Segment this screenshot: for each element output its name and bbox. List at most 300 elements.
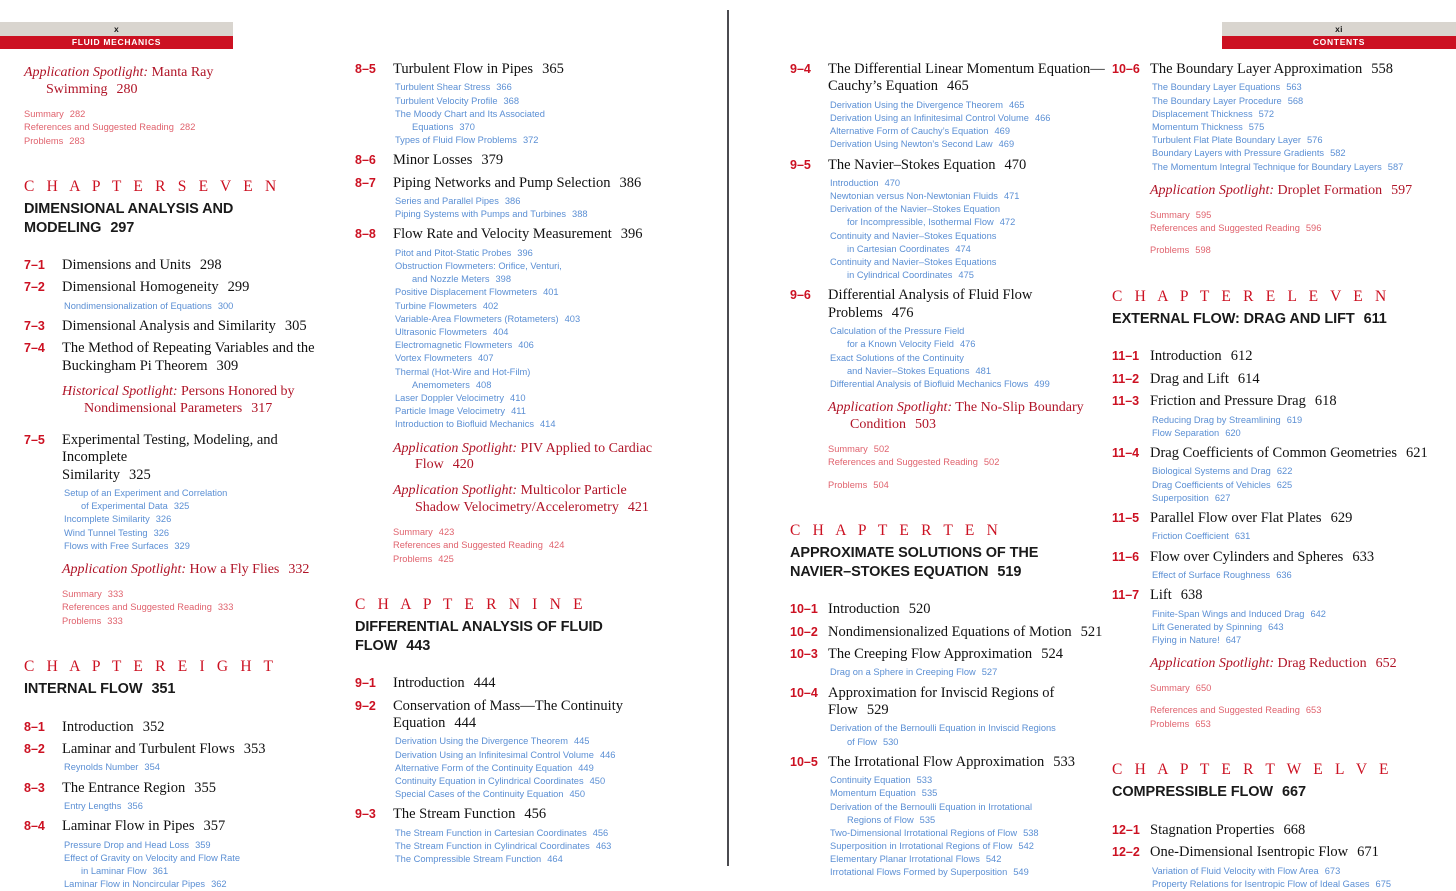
subsection-entry[interactable]: [395, 418, 677, 431]
subsection-entry[interactable]: [830, 840, 1112, 853]
backmatter-entry[interactable]: [24, 135, 344, 148]
backmatter-entry[interactable]: [1150, 718, 1442, 731]
subsection-entry[interactable]: [64, 761, 344, 774]
section-entry[interactable]: [790, 157, 1112, 283]
section-number: 9–6: [790, 288, 811, 303]
subsection-list: [393, 735, 677, 801]
chapter-10-continuation: [1112, 61, 1442, 258]
subsection-label: Laser Doppler Velocimetry: [395, 392, 505, 403]
page-number: 386: [504, 196, 521, 207]
section-number: 11–5: [1112, 510, 1140, 525]
page-number: 359: [195, 839, 211, 850]
spotlight-lead: Application Spotlight:: [393, 483, 518, 499]
backmatter-entry[interactable]: [24, 121, 344, 134]
page-number: 403: [564, 313, 581, 324]
subsection-label: Flows with Free Surfaces: [64, 540, 169, 551]
subsection-list: [1150, 465, 1442, 505]
page-number: 368: [503, 95, 520, 106]
page-number: 386: [619, 174, 642, 191]
section-title: Piping Networks and Pump Selection 386: [393, 174, 642, 191]
chapter-title[interactable]: APPROXIMATE SOLUTIONS OF THE NAVIER–STOKES EQUATION 519: [790, 545, 1039, 580]
subsection-entry[interactable]: [830, 866, 1112, 879]
section-entry[interactable]: [790, 685, 1112, 749]
spotlight-lead: Application Spotlight:: [24, 65, 149, 80]
subsection-label: Turbine Flowmeters: [395, 300, 477, 311]
page-number: 402: [482, 300, 499, 311]
subsection-entry[interactable]: [1152, 108, 1442, 121]
page-number: 643: [1268, 621, 1284, 632]
subsection-entry[interactable]: [64, 527, 344, 540]
page-number: 445: [573, 736, 590, 747]
section-title: Drag Coefficients of Common Geometries 621: [1150, 445, 1428, 461]
subsection-entry[interactable]: [395, 762, 677, 775]
subsection-entry[interactable]: [64, 513, 344, 526]
subsection-list: [62, 761, 344, 774]
page-number: 549: [1013, 867, 1029, 878]
section-entry[interactable]: [355, 226, 677, 566]
backmatter-list: [62, 588, 344, 628]
subsection-entry[interactable]: [830, 112, 1112, 125]
section-entry[interactable]: [24, 318, 344, 335]
chapter-block: [355, 596, 677, 866]
subsection-entry[interactable]: [395, 840, 677, 853]
section-number: 7–4: [24, 341, 45, 356]
spotlight-title-cont: Nondimensional Parameters 317: [84, 401, 273, 417]
section-entry[interactable]: [1112, 822, 1442, 839]
page-number: 421: [627, 499, 649, 515]
subsection-list: [62, 300, 344, 313]
subsection-entry[interactable]: [1152, 878, 1442, 891]
subsection-label: Vortex Flowmeters: [395, 353, 472, 364]
backmatter-label: References and Suggested Reading: [24, 122, 174, 133]
spotlight-title: Persons Honored by: [181, 384, 295, 400]
section-number: 10–6: [1112, 62, 1140, 76]
chapter-title[interactable]: INTERNAL FLOW 351: [24, 681, 176, 698]
subsection-list: [1150, 608, 1442, 648]
subsection-label: Derivation Using the Divergence Theorem: [395, 736, 568, 747]
subsection-entry[interactable]: [395, 313, 677, 326]
subsection-label: Flying in Nature!: [1152, 634, 1220, 645]
backmatter-entry[interactable]: [1150, 682, 1442, 695]
subsection-entry[interactable]: [1152, 465, 1442, 478]
section-title: The Entrance Region 355: [62, 779, 216, 796]
section-number: 11–1: [1112, 349, 1140, 364]
subsection-label: Piping Systems with Pumps and Turbines: [395, 209, 567, 220]
backmatter-label: Summary: [24, 108, 64, 119]
page-number: 521: [1080, 623, 1103, 640]
page-number: 326: [153, 527, 170, 538]
subsection-label: The Boundary Layer Procedure: [1152, 95, 1282, 106]
backmatter-entry[interactable]: [62, 601, 344, 614]
section-entry[interactable]: [355, 175, 677, 222]
spotlight-lead: Application Spotlight:: [393, 440, 518, 456]
backmatter-entry[interactable]: [828, 443, 1112, 456]
page-number: 398: [495, 274, 512, 285]
subsection-label-cont: of Experimental Data 325: [81, 501, 190, 512]
page-number: 351: [151, 681, 176, 698]
page-number: 474: [955, 243, 971, 254]
subsection-entry[interactable]: [395, 300, 677, 313]
section-entry[interactable]: [24, 257, 344, 274]
page-number: 424: [548, 540, 565, 551]
subsection-entry[interactable]: [1152, 492, 1442, 505]
subsection-entry[interactable]: [395, 247, 677, 260]
backmatter-entry[interactable]: [1150, 222, 1442, 235]
section-entry[interactable]: [790, 754, 1112, 880]
subsection-list: [393, 81, 677, 147]
section-entry[interactable]: [790, 61, 1112, 152]
subsection-entry[interactable]: [830, 203, 1112, 229]
section-entry[interactable]: [1112, 371, 1442, 388]
subsection-entry[interactable]: [64, 487, 344, 513]
subsection-label: Superposition in Irrotational Regions of Flow: [830, 841, 1013, 852]
subsection-entry[interactable]: [830, 125, 1112, 138]
subsection-entry[interactable]: [830, 774, 1112, 787]
subsection-label-cont: Regions of Flow 535: [847, 814, 936, 825]
section-number: 11–6: [1112, 549, 1140, 564]
section-title: Introduction 612: [1150, 348, 1253, 365]
subsection-entry[interactable]: [830, 378, 1112, 391]
subsection-entry[interactable]: [395, 749, 677, 762]
section-entry[interactable]: [1112, 393, 1442, 440]
page-number: 408: [475, 379, 492, 390]
spotlight-entry[interactable]: [393, 483, 677, 517]
backmatter-entry[interactable]: [828, 456, 1112, 469]
section-number: 8–5: [355, 62, 376, 76]
section-number: 9–2: [355, 698, 376, 713]
subsection-entry[interactable]: [395, 735, 677, 748]
chapter-block: [24, 658, 344, 891]
backmatter-label: References and Suggested Reading: [1150, 222, 1300, 233]
page-number: 411: [511, 406, 526, 417]
subsection-entry[interactable]: [395, 788, 677, 801]
subsection-entry[interactable]: [1152, 147, 1442, 160]
subsection-entry[interactable]: [830, 801, 1112, 827]
subsection-entry[interactable]: [830, 99, 1112, 112]
section-title: The Creeping Flow Approximation 524: [828, 646, 1063, 663]
section-entry[interactable]: [1112, 510, 1442, 544]
subsection-label-cont: for Incompressible, Isothermal Flow 472: [847, 217, 1016, 228]
page-number: 470: [1004, 156, 1027, 173]
page-number: 503: [915, 416, 937, 432]
subsection-label: Effect of Surface Roughness: [1152, 569, 1271, 580]
backmatter-label: Summary: [62, 588, 102, 599]
subsection-entry[interactable]: [64, 800, 344, 813]
subsection-entry[interactable]: [395, 134, 677, 147]
subsection-entry[interactable]: [1152, 608, 1442, 621]
subsection-entry[interactable]: [395, 405, 677, 418]
subsection-label: Continuity and Navier–Stokes Equations: [830, 257, 997, 268]
subsection-entry[interactable]: [395, 339, 677, 352]
backmatter-entry[interactable]: [393, 526, 677, 539]
subsection-entry[interactable]: [830, 256, 1112, 282]
section-title: Differential Analysis of Fluid Flow Problems 476: [828, 287, 1033, 321]
subsection-entry[interactable]: [1152, 865, 1442, 878]
backmatter-entry[interactable]: [62, 615, 344, 628]
page-number: 504: [873, 479, 889, 490]
subsection-entry[interactable]: [395, 827, 677, 840]
page-number: 329: [174, 540, 190, 551]
subsection-entry[interactable]: [830, 138, 1112, 151]
page-number: 283: [69, 135, 85, 146]
chapter-title[interactable]: COMPRESSIBLE FLOW 667: [1112, 784, 1306, 801]
section-number: 8–1: [24, 719, 45, 734]
section-entry[interactable]: [355, 675, 677, 692]
section-entry[interactable]: [790, 601, 1112, 618]
subsection-entry[interactable]: [830, 787, 1112, 800]
subsection-entry[interactable]: [395, 208, 677, 221]
subsection-entry[interactable]: [1152, 81, 1442, 94]
backmatter-entry[interactable]: [393, 553, 677, 566]
section-entry[interactable]: [790, 624, 1112, 641]
subsection-entry[interactable]: [395, 775, 677, 788]
section-entry[interactable]: [1112, 348, 1442, 365]
page-number: 406: [518, 340, 534, 351]
subsection-list: [393, 827, 677, 867]
subsection-label: Two-Dimensional Irrotational Regions of Flow: [830, 827, 1018, 838]
subsection-entry[interactable]: [395, 366, 677, 392]
section-title: Conservation of Mass—The Continuity Equation 444: [393, 697, 623, 731]
subsection-list: [1150, 865, 1442, 891]
page-number: 465: [1008, 99, 1025, 110]
page-number: 650: [1195, 682, 1212, 693]
subsection-label: The Moody Chart and Its Associated: [395, 108, 545, 119]
subsection-list: [828, 99, 1112, 152]
section-number: 7–3: [24, 319, 45, 334]
page-number: 576: [1307, 135, 1323, 146]
section-title: Minor Losses 379: [393, 152, 504, 169]
chapter-label: C H A P T E R E L E V E N: [1112, 287, 1391, 305]
column-4: [1112, 56, 1442, 891]
section-entry[interactable]: [24, 340, 344, 426]
page-number: 379: [481, 152, 504, 169]
backmatter-list: [828, 443, 1112, 470]
subsection-label-cont: Equations 370: [412, 121, 475, 132]
subsection-entry[interactable]: [1152, 530, 1442, 543]
subsection-label: Momentum Equation: [830, 788, 916, 799]
section-entry[interactable]: [24, 741, 344, 775]
section-title: Drag and Lift 614: [1150, 370, 1260, 387]
subsection-label: The Boundary Layer Equations: [1152, 82, 1281, 93]
section-title: Flow Rate and Velocity Measurement 396: [393, 226, 643, 243]
subsection-entry[interactable]: [395, 352, 677, 365]
subsection-label: The Compressible Stream Function: [395, 854, 542, 865]
section-entry[interactable]: [24, 780, 344, 814]
subsection-entry[interactable]: [395, 195, 677, 208]
page-number: 611: [1363, 310, 1387, 327]
section-number: 11–7: [1112, 588, 1140, 603]
section-entry[interactable]: [355, 152, 677, 169]
subsection-label-cont: in Cartesian Coordinates 474: [847, 243, 971, 254]
page-number: 596: [1305, 222, 1322, 233]
section-title: Approximation for Inviscid Regions of Flow 529: [828, 684, 1055, 718]
section-entry[interactable]: [790, 287, 1112, 492]
subsection-label: Alternative Form of Cauchy’s Equation: [830, 126, 989, 137]
subsection-entry[interactable]: [1152, 121, 1442, 134]
page-number: 533: [1053, 753, 1076, 770]
page-number: 642: [1310, 608, 1326, 619]
section-entry[interactable]: [24, 279, 344, 313]
section-entry[interactable]: [1112, 587, 1442, 731]
subsection-entry[interactable]: [1152, 569, 1442, 582]
section-entry[interactable]: [355, 61, 677, 147]
page-number: 370: [459, 121, 475, 132]
subsection-label: Turbulent Shear Stress: [395, 82, 491, 93]
section-title: The Boundary Layer Approximation 558: [1150, 61, 1393, 77]
page-number: 625: [1276, 479, 1293, 490]
section-number: 8–2: [24, 742, 45, 757]
subsection-entry[interactable]: [1152, 634, 1442, 647]
spotlight-entry[interactable]: [393, 441, 677, 475]
subsection-label: Derivation of the Bernoulli Equation in Irrotational: [830, 801, 1033, 812]
subsection-entry[interactable]: [830, 190, 1112, 203]
spotlight-entry[interactable]: [24, 65, 344, 99]
subsection-label: Positive Displacement Flowmeters: [395, 287, 538, 298]
subsection-label: Alternative Form of the Continuity Equation: [395, 762, 573, 773]
subsection-entry[interactable]: [64, 878, 344, 891]
section-entry[interactable]: [355, 698, 677, 802]
page-number: 362: [211, 879, 227, 890]
column-3: [790, 56, 1112, 880]
subsection-entry[interactable]: [64, 300, 344, 313]
subsection-entry[interactable]: [395, 260, 677, 286]
subsection-entry[interactable]: [1152, 414, 1442, 427]
page-number: 476: [891, 304, 914, 321]
backmatter-label: Summary: [1150, 682, 1190, 693]
subsection-label: Newtonian versus Non-Newtonian Fluids: [830, 191, 998, 202]
section-entry[interactable]: [24, 818, 344, 891]
subsection-entry[interactable]: [830, 352, 1112, 378]
subsection-entry[interactable]: [1152, 134, 1442, 147]
subsection-label: Nondimensionalization of Equations: [64, 300, 212, 311]
page-number: 582: [1330, 148, 1346, 159]
subsection-entry[interactable]: [395, 392, 677, 405]
subsection-entry[interactable]: [1152, 427, 1442, 440]
subsection-entry[interactable]: [830, 230, 1112, 256]
subsection-entry[interactable]: [830, 666, 1112, 679]
section-entry[interactable]: [1112, 445, 1442, 505]
spotlight-title: Multicolor Particle: [520, 483, 627, 499]
backmatter-label: Problems: [828, 479, 868, 490]
page-number: 621: [1405, 445, 1428, 461]
subsection-label: Reynolds Number: [64, 762, 139, 773]
page-number: 464: [547, 854, 563, 865]
section-entry[interactable]: [790, 646, 1112, 680]
subsection-label: Derivation Using an Infinitesimal Control Volume: [395, 749, 594, 760]
spotlight-entry[interactable]: [62, 562, 344, 579]
page-number: 299: [227, 279, 250, 296]
subsection-entry[interactable]: [1152, 479, 1442, 492]
spotlight-entry[interactable]: [1150, 183, 1442, 200]
backmatter-label: References and Suggested Reading: [828, 457, 978, 468]
page-number: 618: [1314, 393, 1337, 410]
section-title: Dimensional Analysis and Similarity 305: [62, 318, 307, 335]
chapter-label: C H A P T E R T E N: [790, 522, 1003, 540]
subsection-label: Ultrasonic Flowmeters: [395, 327, 487, 337]
subsection-entry[interactable]: [1152, 95, 1442, 108]
subsection-entry[interactable]: [1152, 621, 1442, 634]
subsection-entry[interactable]: [64, 540, 344, 553]
chapter-block: [790, 522, 1112, 880]
section-entry[interactable]: [24, 719, 344, 736]
subsection-entry[interactable]: [395, 81, 677, 94]
page-number: 542: [1018, 841, 1034, 852]
subsection-label: Effect of Gravity on Velocity and Flow Rate: [64, 852, 241, 863]
subsection-entry[interactable]: [1152, 161, 1442, 174]
backmatter-entry[interactable]: [1150, 244, 1442, 257]
subsection-entry[interactable]: [64, 852, 344, 878]
subsection-entry[interactable]: [395, 95, 677, 108]
section-title: Flow over Cylinders and Spheres 633: [1150, 548, 1375, 565]
spotlight-entry[interactable]: [828, 400, 1112, 434]
backmatter-entry[interactable]: [62, 588, 344, 601]
chapter-title[interactable]: DIFFERENTIAL ANALYSIS OF FLUID FLOW 443: [355, 619, 603, 654]
page-number: 423: [438, 526, 455, 537]
chapter-title[interactable]: EXTERNAL FLOW: DRAG AND LIFT 611: [1112, 310, 1387, 327]
page-number: 542: [985, 854, 1002, 865]
section-title: Introduction 444: [393, 675, 496, 692]
subsection-entry[interactable]: [830, 177, 1112, 190]
subsection-label: Calculation of the Pressure Field: [830, 326, 965, 337]
section-entry[interactable]: [24, 432, 344, 628]
spotlight-entry[interactable]: [1150, 656, 1442, 673]
subsection-label: Wind Tunnel Testing: [64, 527, 148, 538]
subsection-entry[interactable]: [395, 853, 677, 866]
spotlight-title: Droplet Formation: [1277, 182, 1383, 198]
backmatter-entry[interactable]: [1150, 704, 1442, 717]
subsection-entry[interactable]: [830, 722, 1112, 748]
section-title: One-Dimensional Isentropic Flow 671: [1150, 844, 1379, 861]
subsection-entry[interactable]: [395, 326, 677, 339]
subsection-label: The Stream Function in Cylindrical Coordinates: [395, 840, 590, 851]
section-title: Dimensional Homogeneity 299: [62, 279, 250, 296]
chapter-8-continuation: [355, 61, 677, 566]
section-number: 9–1: [355, 676, 376, 691]
section-title: Turbulent Flow in Pipes 365: [393, 61, 564, 77]
section-entry[interactable]: [1112, 61, 1442, 258]
backmatter-list: [24, 108, 344, 148]
page-number: 354: [144, 762, 160, 773]
page-number: 629: [1330, 509, 1353, 526]
subsection-label: Friction Coefficient: [1152, 531, 1229, 542]
section-entry[interactable]: [355, 806, 677, 866]
subsection-list: [62, 487, 344, 553]
subsection-entry[interactable]: [830, 325, 1112, 351]
backmatter-label: Summary: [1150, 209, 1190, 220]
subsection-entry[interactable]: [395, 286, 677, 299]
backmatter-entry[interactable]: [393, 539, 677, 552]
page-number: 476: [959, 339, 976, 350]
subsection-label: The Momentum Integral Technique for Boundary Layers: [1152, 161, 1382, 172]
subsection-label: Differential Analysis of Biofluid Mechanics Flows: [830, 378, 1029, 389]
backmatter-entry[interactable]: [1150, 209, 1442, 222]
page-number: 558: [1371, 61, 1393, 77]
subsection-entry[interactable]: [395, 108, 677, 134]
section-number: 10–1: [790, 602, 818, 617]
subsection-entry[interactable]: [830, 853, 1112, 866]
backmatter-label: Problems: [1150, 245, 1190, 256]
subsection-entry[interactable]: [64, 839, 344, 852]
spotlight-entry[interactable]: [62, 384, 344, 418]
section-entry[interactable]: [1112, 844, 1442, 891]
subsection-entry[interactable]: [830, 827, 1112, 840]
chapter-title[interactable]: DIMENSIONAL ANALYSIS AND MODELING 297: [24, 201, 234, 236]
backmatter-entry[interactable]: [24, 108, 344, 121]
backmatter-entry[interactable]: [828, 479, 1112, 492]
backmatter-list: [828, 479, 1112, 492]
spotlight-title: Drag Reduction: [1277, 656, 1367, 672]
section-entry[interactable]: [1112, 549, 1442, 583]
